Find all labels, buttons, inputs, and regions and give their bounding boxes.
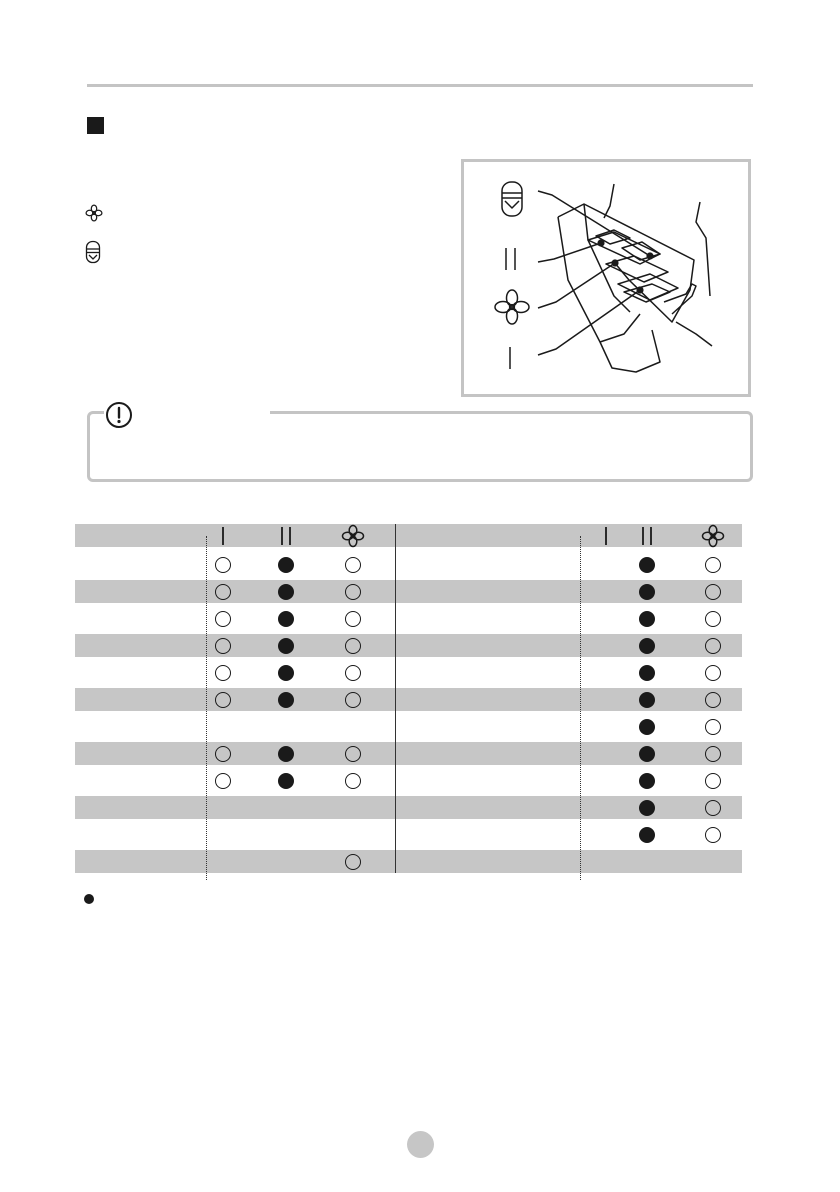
left-row-2-col-2-filled-mark (278, 584, 294, 600)
bleach-icon (85, 240, 101, 264)
table-row-shade (75, 850, 742, 873)
right-row-2-col-3-open-mark (705, 584, 721, 600)
right-row-11-col-3-open-mark (705, 827, 721, 843)
header-rule (87, 84, 753, 87)
section-marker-square (87, 117, 104, 134)
left-row-3-col-1-open-mark (215, 611, 231, 627)
legend-filled-dot (84, 894, 94, 904)
left-row-9-col-3-open-mark (345, 773, 361, 789)
table-row-shade (75, 580, 742, 603)
left-row-6-col-2-filled-mark (278, 692, 294, 708)
drawer-illustration (464, 162, 748, 394)
right-row-7-col-2-filled-mark (639, 719, 655, 735)
right-row-4-col-2-filled-mark (639, 638, 655, 654)
right-row-4-col-3-open-mark (705, 638, 721, 654)
right-row-5-col-3-open-mark (705, 665, 721, 681)
left-row-6-col-1-open-mark (215, 692, 231, 708)
left-row-9-col-2-filled-mark (278, 773, 294, 789)
left-row-9-col-1-open-mark (215, 773, 231, 789)
column-divider-dotted (206, 536, 207, 880)
left-row-5-col-1-open-mark (215, 665, 231, 681)
right-row-8-col-3-open-mark (705, 746, 721, 762)
right-row-9-col-3-open-mark (705, 773, 721, 789)
right-row-10-col-2-filled-mark (639, 800, 655, 816)
left-row-8-col-3-open-mark (345, 746, 361, 762)
column-divider-dotted (580, 536, 581, 880)
header-right-col-1 (593, 524, 619, 548)
table-row-shade (75, 742, 742, 765)
table-header-row (75, 524, 742, 547)
right-row-7-col-3-open-mark (705, 719, 721, 735)
left-row-2-col-1-open-mark (215, 584, 231, 600)
header-left-col-2 (273, 524, 299, 548)
right-row-3-col-2-filled-mark (639, 611, 655, 627)
left-row-8-col-1-open-mark (215, 746, 231, 762)
table-row-shade (75, 796, 742, 819)
right-row-10-col-3-open-mark (705, 800, 721, 816)
right-row-6-col-3-open-mark (705, 692, 721, 708)
callout-softener-icon (495, 290, 529, 324)
caution-icon (104, 400, 134, 430)
left-row-12-col-3-open-mark (345, 854, 361, 870)
right-row-1-col-3-open-mark (705, 557, 721, 573)
caution-note-box (87, 411, 753, 482)
right-row-1-col-2-filled-mark (639, 557, 655, 573)
left-row-1-col-2-filled-mark (278, 557, 294, 573)
header-right-col-2 (634, 524, 660, 548)
right-row-2-col-2-filled-mark (639, 584, 655, 600)
header-right-col-3 (700, 524, 726, 548)
left-row-4-col-2-filled-mark (278, 638, 294, 654)
left-row-1-col-1-open-mark (215, 557, 231, 573)
left-row-1-col-3-open-mark (345, 557, 361, 573)
page-number-badge (407, 1131, 434, 1158)
table-row-shade (75, 634, 742, 657)
left-row-5-col-3-open-mark (345, 665, 361, 681)
softener-icon (85, 204, 103, 222)
right-row-3-col-3-open-mark (705, 611, 721, 627)
left-row-2-col-3-open-mark (345, 584, 361, 600)
left-row-6-col-3-open-mark (345, 692, 361, 708)
left-row-4-col-3-open-mark (345, 638, 361, 654)
callout-bleach-icon (502, 182, 522, 216)
left-row-3-col-3-open-mark (345, 611, 361, 627)
table-row-shade (75, 688, 742, 711)
right-row-8-col-2-filled-mark (639, 746, 655, 762)
right-row-9-col-2-filled-mark (639, 773, 655, 789)
header-left-col-3 (340, 524, 366, 548)
left-row-4-col-1-open-mark (215, 638, 231, 654)
table-center-divider (395, 524, 396, 873)
left-row-5-col-2-filled-mark (278, 665, 294, 681)
left-row-3-col-2-filled-mark (278, 611, 294, 627)
header-left-col-1 (210, 524, 236, 548)
right-row-5-col-2-filled-mark (639, 665, 655, 681)
right-row-6-col-2-filled-mark (639, 692, 655, 708)
drawer-figure (461, 159, 751, 397)
right-row-11-col-2-filled-mark (639, 827, 655, 843)
left-row-8-col-2-filled-mark (278, 746, 294, 762)
